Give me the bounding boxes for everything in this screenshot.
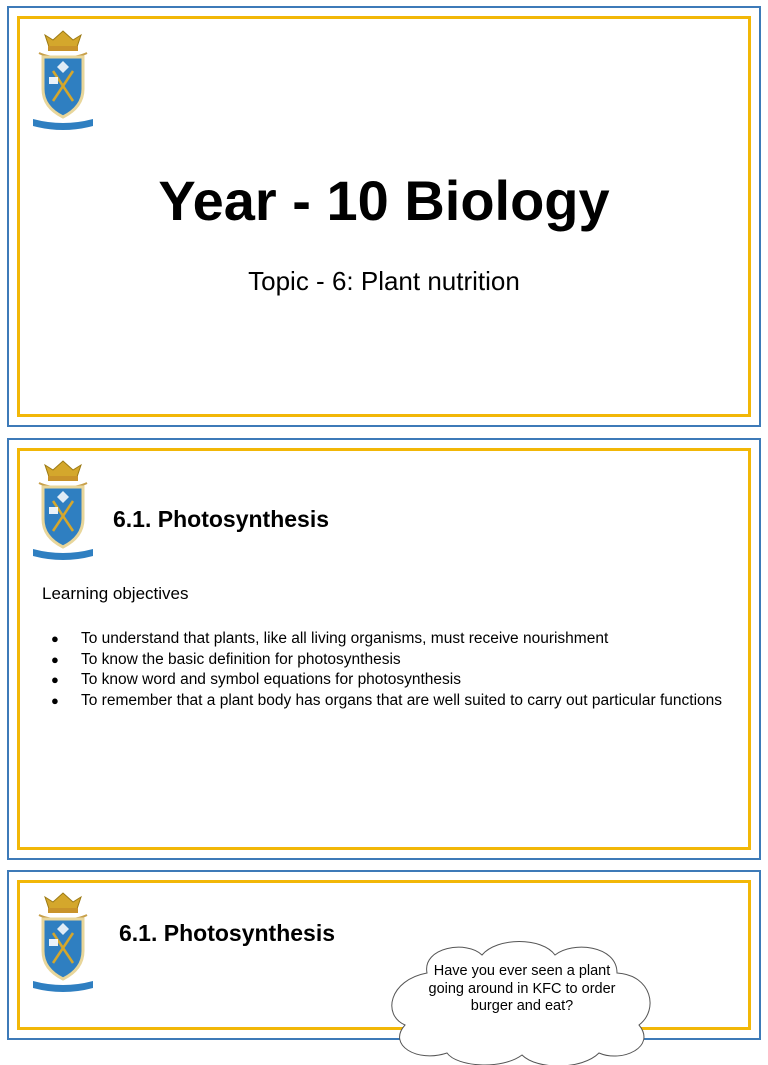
slide-photosynthesis bbox=[7, 870, 761, 1040]
slide-frame bbox=[17, 448, 751, 850]
slide-frame bbox=[17, 880, 751, 1030]
slide-subtitle: Topic - 6: Plant nutrition bbox=[248, 266, 520, 296]
section-title: 6.1. Photosynthesis bbox=[119, 920, 336, 946]
list-item: ● To know the basic definition for photosynthesis bbox=[42, 650, 732, 671]
slide-objectives bbox=[7, 438, 761, 860]
objectives-list bbox=[42, 629, 732, 711]
school-logo bbox=[29, 457, 97, 563]
slide-title bbox=[7, 6, 761, 427]
objectives-heading: Learning objectives bbox=[42, 584, 189, 603]
slide-frame bbox=[17, 16, 751, 417]
list-item: ● To know word and symbol equations for photosynthesis bbox=[42, 670, 732, 691]
list-item: ● To understand that plants, like all living organisms, must receive nourishment bbox=[42, 629, 732, 650]
slide-title-heading: Year - 10 Biology bbox=[158, 169, 610, 232]
list-item: ● To remember that a plant body has organs that are well suited to carry out particular functions bbox=[42, 691, 732, 712]
thought-bubble bbox=[377, 935, 667, 1065]
section-title: 6.1. Photosynthesis bbox=[113, 506, 330, 532]
school-logo bbox=[29, 889, 97, 995]
thought-bubble-text: Have you ever seen a plant going around in KFC to order burger and eat? bbox=[428, 963, 616, 1014]
school-logo bbox=[29, 27, 97, 133]
